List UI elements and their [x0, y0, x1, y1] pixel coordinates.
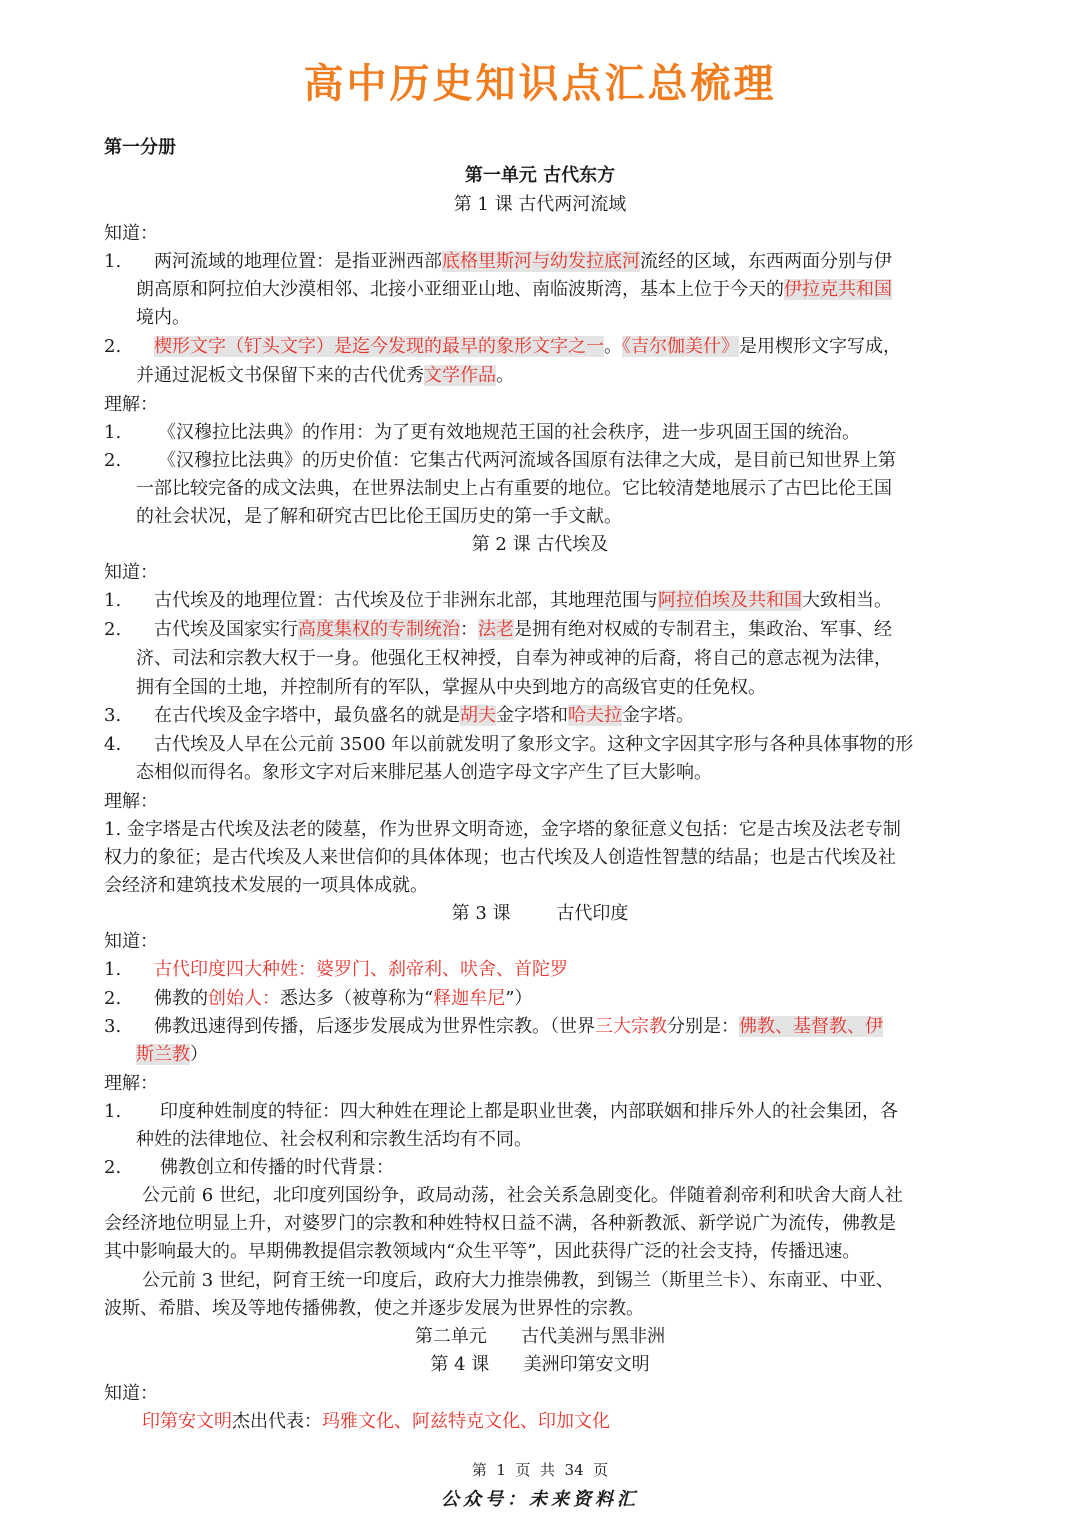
lesson4-heading: 第 4 课 美洲印第安文明 [430, 1354, 650, 1375]
lesson3-under2-text: 佛教创立和传播的时代背景： [160, 1157, 394, 1178]
highlight-cuneiform: 楔形文字（钉头文字）是迄今发现的最早的象形文字之一 [154, 336, 604, 357]
highlight-iraq: 伊拉克共和国 [784, 279, 892, 300]
lesson3-para2-line1: 公元前 3 世纪，阿育王统一印度后，政府大力推崇佛教，到锡兰（斯里兰卡）、东南亚、中亚、 [142, 1270, 894, 1291]
lesson1-under1-number: 1. [104, 422, 122, 443]
lesson2-know-label: 知道： [104, 562, 158, 583]
lesson1-heading: 第 1 课 古代两河流域 [453, 194, 627, 215]
footer-brand: 公众号：未来资料汇 [441, 1489, 639, 1510]
lesson1-under2-number: 2. [104, 450, 122, 471]
lesson3-item3-number: 3. [104, 1016, 122, 1037]
lesson2-item3-line1: 在古代埃及金字塔中，最负盛名的就是胡夫金字塔和哈夫拉金字塔。 [154, 705, 694, 726]
lesson1-item2-line2: 并通过泥板文书保留下来的古代优秀文学作品。 [136, 365, 514, 386]
lesson3-para1-line2: 会经济地位明显上升，对婆罗门的宗教和种姓特权日益不满，各种新教派、新学说广为流传，佛教是 [104, 1213, 896, 1234]
lesson2-under1-line1: 1. 金字塔是古代埃及法老的陵墓，作为世界文明奇迹，金字塔的象征意义包括：它是古埃及法老专制 [104, 819, 901, 840]
lesson1-item2-line1: 楔形文字（钉头文字）是迄今发现的最早的象形文字之一。《吉尔伽美什》是用楔形文字写成， [154, 336, 901, 357]
lesson1-item2-number: 2. [104, 336, 122, 357]
lesson3-heading: 第 3 课 古代印度 [451, 903, 629, 924]
unit2-heading: 第二单元 古代美洲与黑非洲 [414, 1326, 666, 1347]
lesson1-understand-label: 理解： [104, 394, 158, 415]
lesson1-item1-line1: 两河流域的地理位置：是指亚洲西部底格里斯河与幼发拉底河流经的区域，东西两面分别与伊 [154, 251, 892, 272]
lesson3-under1-number: 1. [104, 1101, 122, 1122]
lesson1-item1-number: 1. [104, 251, 122, 272]
lesson2-item4-line1: 古代埃及人早在公元前 3500 年以前就发明了象形文字。这种文字因其字形与各种具体事物的形 [154, 734, 914, 755]
lesson3-para1-line1: 公元前 6 世纪，北印度列国纷争，政局动荡，社会关系急剧变化。伴随着刹帝利和吠舍大商人社 [142, 1185, 903, 1206]
lesson2-item3-number: 3. [104, 705, 122, 726]
lesson2-item2-number: 2. [104, 619, 122, 640]
lesson1-under2-line1: 《汉穆拉比法典》的历史价值：它集古代两河流域各国原有法律之大成，是目前已知世界上第 [158, 450, 896, 471]
highlight-gilgamesh: 《吉尔伽美什》 [622, 336, 739, 357]
highlight-egypt-republic: 阿拉伯埃及共和国 [658, 590, 802, 611]
highlight-pharaoh: 法老 [478, 619, 514, 640]
highlight-shakyamuni: 释迦牟尼 [433, 988, 506, 1009]
page-number: 第 1 页 共 34 页 [471, 1461, 609, 1479]
lesson2-item4-line2: 态相似而得名。象形文字对后来腓尼基人创造字母文字产生了巨大影响。 [136, 762, 712, 783]
unit1-heading: 第一单元 古代东方 [464, 165, 616, 186]
highlight-khufu: 胡夫 [460, 705, 496, 726]
highlight-indian-civilization: 印第安文明 [142, 1411, 232, 1432]
highlight-founder: 创始人： [208, 988, 280, 1009]
lesson1-item1-line3: 境内。 [136, 307, 190, 328]
lesson3-under2-number: 2. [104, 1157, 122, 1178]
lesson2-item2-line3: 拥有全国的土地，并控制所有的军队，掌握从中央到地方的高级官吏的任免权。 [136, 677, 766, 698]
lesson2-under1-line3: 会经济和建筑技术发展的一项具体成就。 [104, 875, 428, 896]
lesson1-know-label: 知道： [104, 223, 158, 244]
lesson3-item1-text: 古代印度四大种姓：婆罗门、刹帝利、吠舍、首陀罗 [154, 959, 568, 980]
lesson1-under1-text: 《汉穆拉比法典》的作用：为了更有效地规范王国的社会秩序，进一步巩固王国的统治。 [158, 422, 860, 443]
lesson2-heading: 第 2 课 古代埃及 [471, 534, 609, 555]
lesson1-under2-line2: 一部比较完备的成文法典，在世界法制史上占有重要的地位。它比较清楚地展示了古巴比伦王国 [136, 478, 892, 499]
lesson3-under1-line1: 印度种姓制度的特征：四大种姓在理论上都是职业世袭，内部联姻和排斥外人的社会集团，各 [160, 1101, 898, 1122]
volume-heading: 第一分册 [104, 137, 176, 158]
lesson2-item2-line1: 古代埃及国家实行高度集权的专制统治：法老是拥有绝对权威的专制君主，集政治、军事、经 [154, 619, 892, 640]
document-title: 高中历史知识点汇总梳理 [303, 61, 777, 107]
lesson3-know-label: 知道： [104, 931, 158, 952]
lesson3-item1-number: 1. [104, 959, 122, 980]
lesson3-para2-line2: 波斯、希腊、埃及等地传播佛教，使之并逐步发展为世界性的宗教。 [104, 1298, 644, 1319]
lesson2-understand-label: 理解： [104, 791, 158, 812]
lesson4-item1-line1: 印第安文明杰出代表：玛雅文化、阿兹特克文化、印加文化 [142, 1411, 610, 1432]
lesson3-item2-number: 2. [104, 988, 122, 1009]
highlight-literature: 文学作品 [424, 365, 496, 386]
highlight-religion-names: 佛教、基督教、伊 [739, 1016, 883, 1037]
lesson3-understand-label: 理解： [104, 1073, 158, 1094]
lesson3-item3-line1: 佛教迅速得到传播，后逐步发展成为世界性宗教。（世界三大宗教分别是：佛教、基督教、伊 [154, 1016, 883, 1037]
lesson2-item1-line1: 古代埃及的地理位置：古代埃及位于非洲东北部，其地理范围与阿拉伯埃及共和国大致相当。 [154, 590, 892, 611]
lesson1-under2-line3: 的社会状况，是了解和研究古巴比伦王国历史的第一手文献。 [136, 506, 622, 527]
lesson3-item3-line2: 斯兰教） [136, 1044, 208, 1065]
lesson2-under1-line2: 权力的象征；是古代埃及人来世信仰的具体体现；也古代埃及人创造性智慧的结晶；也是古代埃及社 [104, 847, 896, 868]
lesson2-item1-number: 1. [104, 590, 122, 611]
highlight-khafre: 哈夫拉 [568, 705, 622, 726]
lesson4-know-label: 知道： [104, 1383, 158, 1404]
lesson2-item4-number: 4. [104, 734, 122, 755]
lesson1-item1-line2: 朗高原和阿拉伯大沙漠相邻、北接小亚细亚山地、南临波斯湾，基本上位于今天的伊拉克共和国 [136, 279, 892, 300]
highlight-islam: 斯兰教 [136, 1044, 190, 1065]
lesson3-item2-line1: 佛教的创始人：悉达多（被尊称为“释迦牟尼”） [154, 988, 533, 1009]
highlight-three-religions: 三大宗教 [595, 1016, 667, 1037]
lesson2-item2-line2: 济、司法和宗教大权于一身。他强化王权神授，自奉为神或神的后裔，将自己的意志视为法律， [136, 648, 892, 669]
lesson3-under1-line2: 种姓的法律地位、社会权利和宗教生活均有不同。 [136, 1129, 532, 1150]
highlight-autocracy: 高度集权的专制统治 [298, 619, 460, 640]
lesson3-para1-line3: 其中影响最大的。早期佛教提倡宗教领域内“众生平等”，因此获得广泛的社会支持，传播迅速。 [104, 1241, 861, 1262]
highlight-rivers: 底格里斯河与幼发拉底河 [442, 251, 640, 272]
highlight-cultures: 玛雅文化、阿兹特克文化、印加文化 [322, 1411, 610, 1432]
